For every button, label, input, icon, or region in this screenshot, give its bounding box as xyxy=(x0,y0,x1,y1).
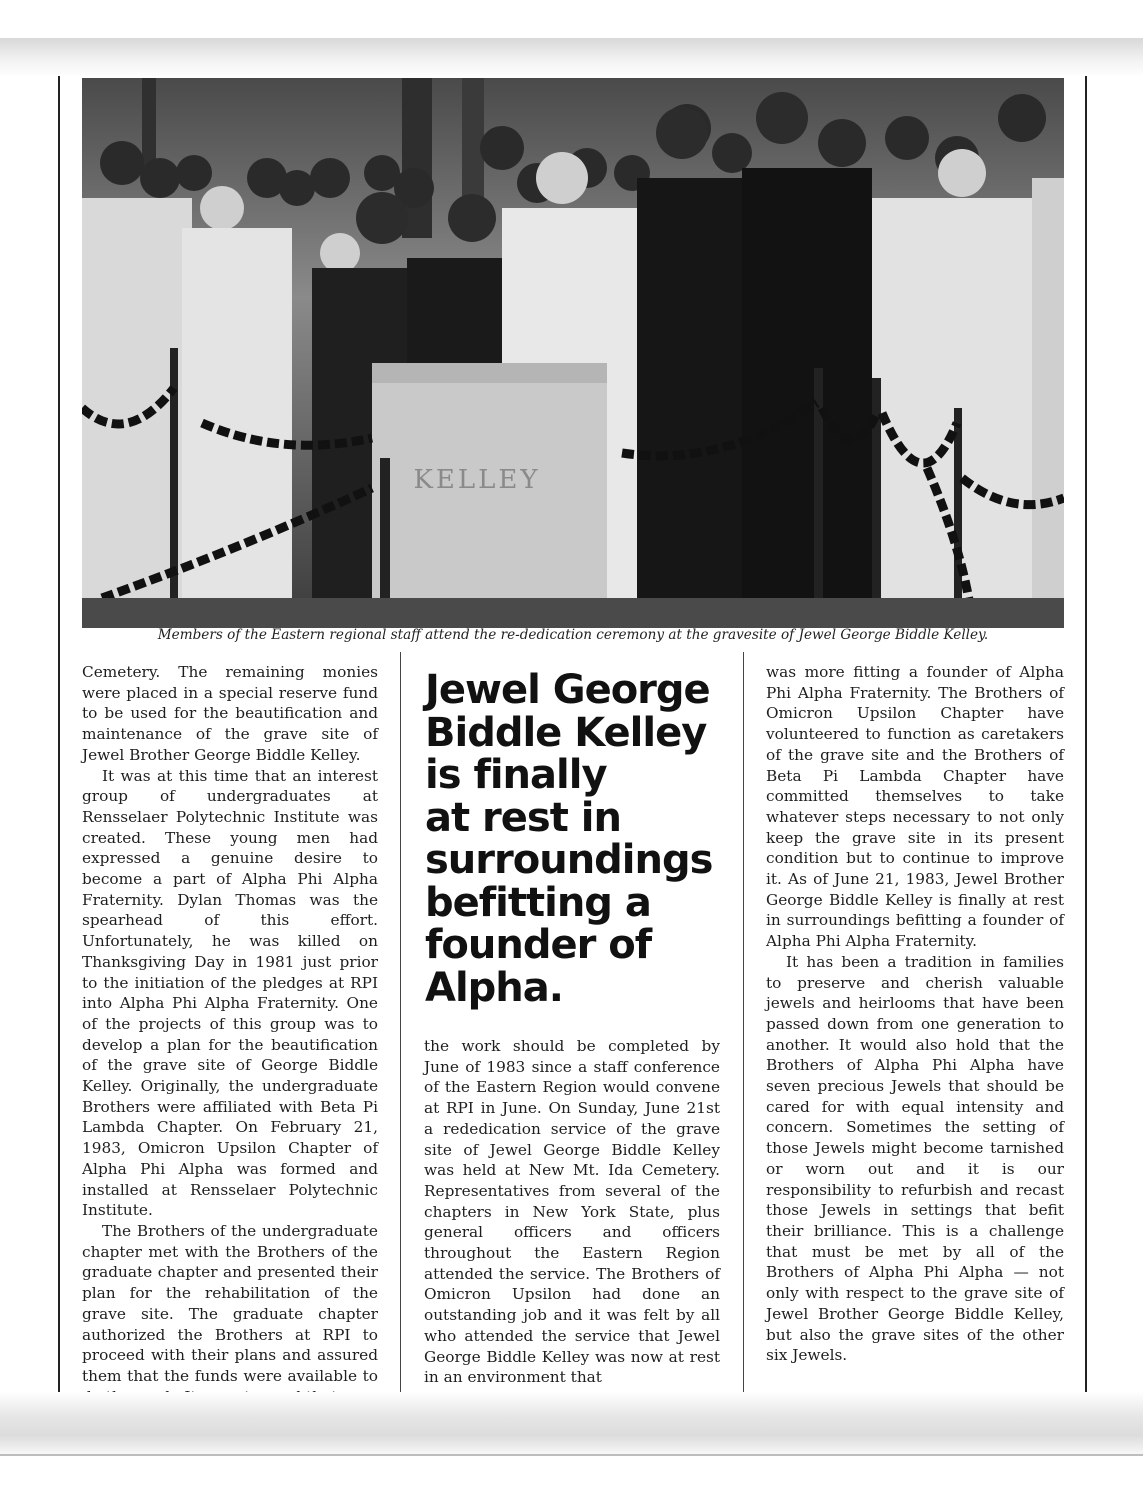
headline-line: founder of xyxy=(425,922,652,968)
top-edge-shadow xyxy=(0,38,1143,78)
group-photo-illustration xyxy=(82,78,1064,628)
column-divider xyxy=(400,652,401,1392)
tree-trunk xyxy=(462,78,484,198)
tree-trunk xyxy=(142,78,156,168)
article-headline xyxy=(425,669,725,1009)
headline-line: Jewel George xyxy=(425,667,710,713)
paragraph: It was at this time that an interest group of undergraduates at Rensselaer Polytechnic Institute was created. These young men had expressed a genuine desire to become a part of Alpha Phi Alpha Fraternity. Dylan Thomas was the spearhead of this effort. Unfortunately, he was killed on Thanksgiving Day in 1981 just prior to the initiation of the pledges at RPI into Alpha Phi Alpha Fraternity. One of the projects of this group was to develop a plan for the beautification of the grave site of George Biddle Kelley. Originally, the undergraduate Brothers were affiliated with Beta Pi Lambda Chapter. On February 21, 1983, Omicron Upsilon Chapter of Alpha Phi Alpha was formed and installed at Rensselaer Polytechnic Institute. xyxy=(82,766,378,1220)
headline-line: is finally xyxy=(425,752,607,798)
paragraph: It has been a tradition in families to preserve and cherish valuable jewels and heirlooms that have been passed down from one generation to another. It would also hold that the Brothers of Alpha Phi Alpha have seven precious Jewels that should be cared for with equal intensity and concern. Sometimes the setting of those Jewels might become tarnished or worn out and it is our responsibility to refurbish and recast those Jewels in settings that befit their brilliance. This is a challenge that must be met by all of the Brothers of Alpha Phi Alpha — not only with respect to the grave site of Jewel Brother George Biddle Kelley, but also the grave sites of the other six Jewels. xyxy=(766,952,1064,1365)
ground xyxy=(82,598,1064,628)
paragraph: the work should be completed by June of 1983 since a staff conference of the Eastern Region would convene at RPI in June. On Sunday, June 21st a rededication service of the grave site of Jewel George Biddle Kelley was held at New Mt. Ida Cemetery. Representatives from several of the chapters in New York State, plus general officers and officers throughout the Eastern Region attended the service. The Brothers of Omicron Upsilon had done an outstanding job and it was felt by all who attended the service that Jewel George Biddle Kelley was now at rest in an environment that xyxy=(424,1037,720,1387)
headline-line: surroundings xyxy=(425,837,713,883)
paragraph: Cemetery. The remaining monies were placed in a special reserve fund to be used for the beautification and maintenance of the grave site of Jewel Brother George Biddle Kelley. xyxy=(82,663,378,764)
headline-line: Biddle Kelley xyxy=(425,709,707,756)
top-margin xyxy=(0,0,1143,42)
headline-line: befitting a xyxy=(425,879,651,926)
article-column-1 xyxy=(82,662,378,1407)
headline-line: Alpha. xyxy=(425,964,563,1011)
gravestone-inscription: KELLEY xyxy=(413,465,541,495)
article-column-3 xyxy=(766,662,1064,1366)
headline-line: at rest in xyxy=(425,794,621,841)
article-column-2 xyxy=(424,1036,720,1388)
column-divider xyxy=(743,652,744,1392)
paragraph: was more fitting a founder of Alpha Phi Alpha Fraternity. The Brothers of Omicron Upsilon Chapter have volunteered to function as caretakers of the grave site and the Brothers of Beta Pi Lambda Chapter have committed themselves to take whatever steps necessary to not only keep the grave site in its present condition but to continue to improve it. As of June 21, 1983, Jewel Brother George Biddle Kelley is finally at rest in surroundings befitting a founder of Alpha Phi Alpha Fraternity. xyxy=(766,663,1064,951)
bottom-margin xyxy=(0,1392,1143,1456)
paragraph: The Brothers of the undergraduate chapter met with the Brothers of the graduate chapter and presented their plan for the rehabilitation of the grave site. The graduate chapter authorized the Brothers at RPI to proceed with their plans and assured them that the funds were available to xyxy=(82,1221,378,1385)
gravestone xyxy=(372,363,607,628)
group-photo xyxy=(82,78,1064,628)
photo-caption: Members of the Eastern regional staff attend the re-dedication ceremony at the gravesite of Jewel George Biddle Kelley. xyxy=(157,627,989,643)
